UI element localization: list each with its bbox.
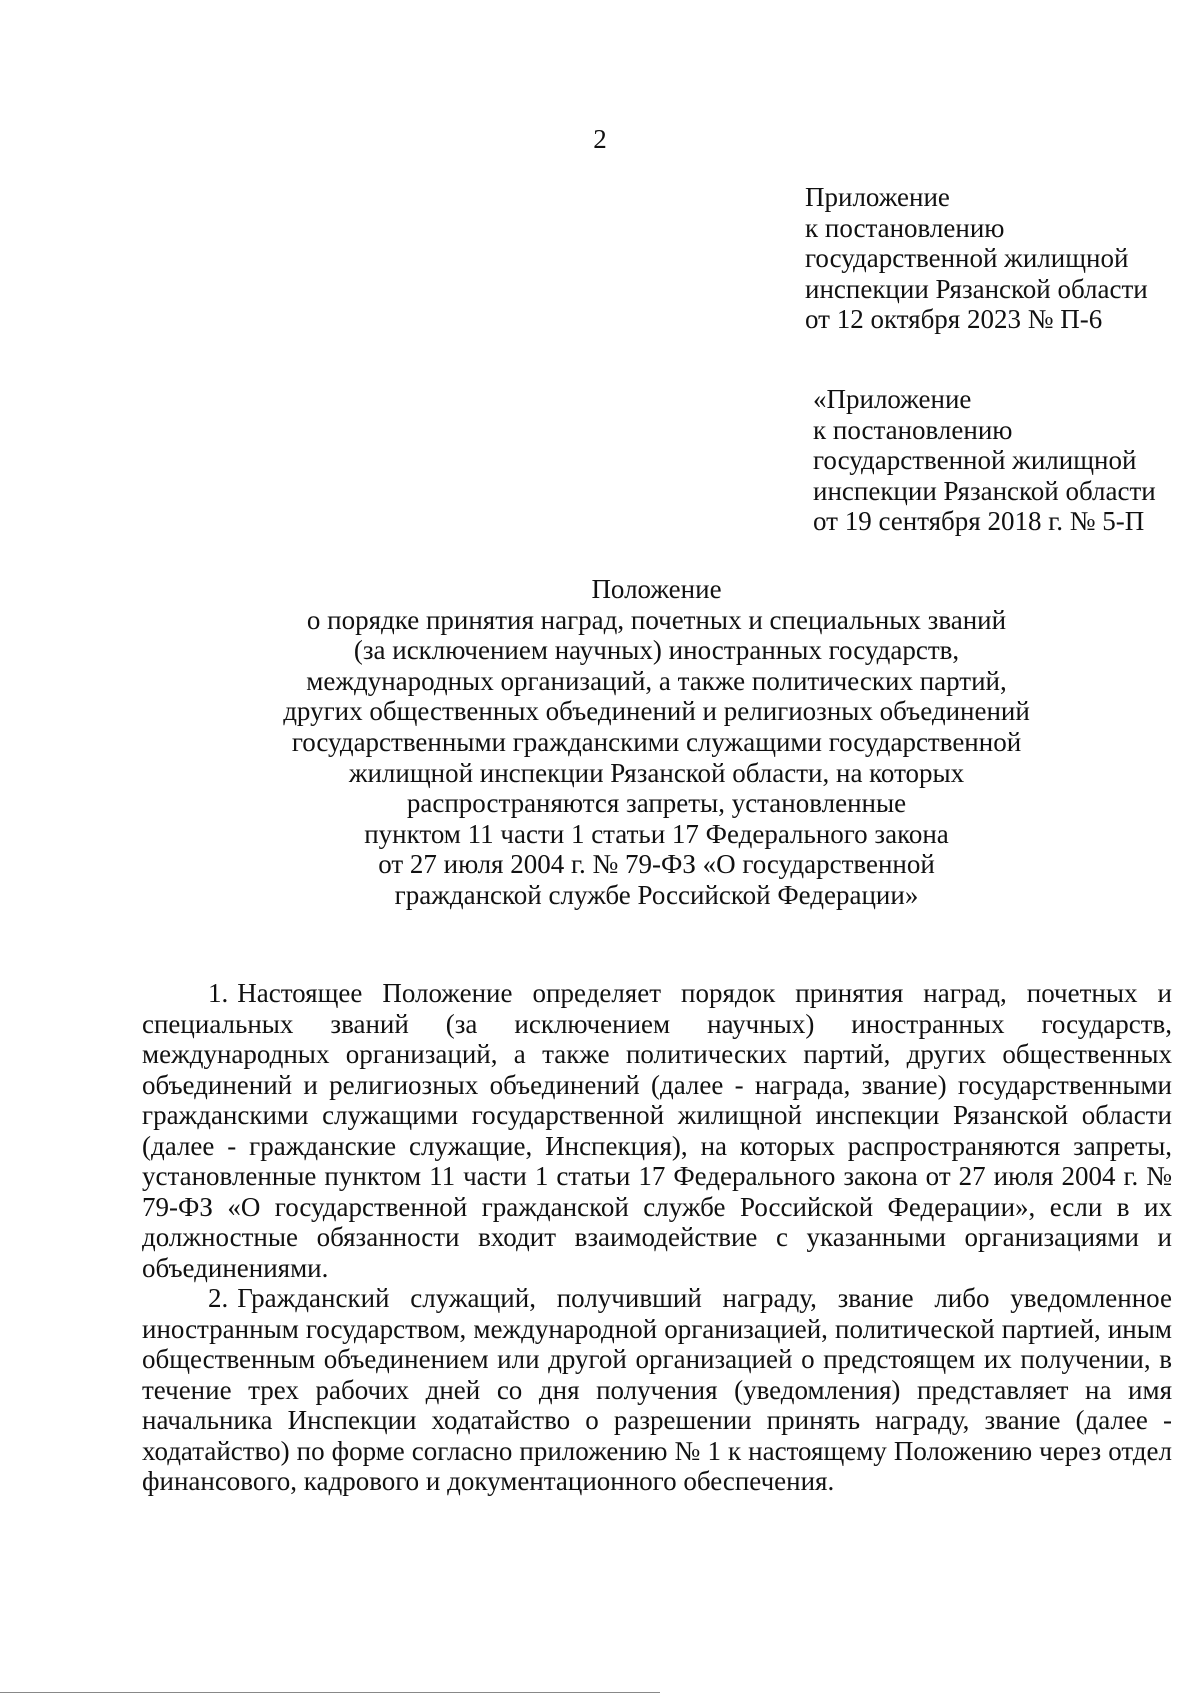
appendix-heading-original: [813, 384, 1156, 537]
title-line: жилищной инспекции Рязанской области, на которых: [348, 757, 965, 788]
title-line: других общественных объединений и религиозных объединений: [283, 696, 1030, 727]
title-line: государственными гражданскими служащими государственной: [291, 726, 1022, 757]
paragraph-text: Настоящее Положение определяет порядок принятия наград, почетных и специальных званий (за исключением научных) иностранных государств, международных организаций, а также политических партий, других общественных объединений и религиозных объединений (далее - награда, звание) государственными гражданскими служащими государственной жилищной инспекции Рязанской области (далее - гражданские служащие, Инспекция), на которых распространяются запреты, установленные пунктом 11 части 1 статьи 17 Федерального закона от 27 июля 2004 г. № 79-ФЗ «О государственной гражданской службе Российской Федерации», если в их должностные обязанности входит взаимодействие с указанными организациями и объединениями.: [142, 978, 1172, 1283]
appendix-line: от 12 октября 2023 № П-6: [805, 304, 1103, 334]
appendix-line: «Приложение: [813, 384, 972, 414]
appendix-line: инспекции Рязанской области: [805, 273, 1148, 304]
paragraph-text: Гражданский служащий, получивший награду, звание либо уведомленное иностранным государством, международной организацией, политической партией, иным общественным объединением или другой организацией о предстоящем их получении, в течение трех рабочих дней со дня получения (уведомления) представляет на имя начальника Инспекции ходатайство о разрешении принять награду, звание (далее - ходатайство) по форме согласно приложению № 1 к настоящему Положению через отдел финансового, кадрового и документационного обеспечения.: [142, 1283, 1172, 1496]
appendix-line: к постановлению: [805, 212, 1005, 243]
appendix-line: государственной жилищной: [813, 445, 1137, 475]
paragraph-number: 2.: [208, 1283, 229, 1313]
appendix-line: инспекции Рязанской области: [813, 475, 1156, 506]
paragraph-2: [142, 1283, 1172, 1497]
title-line: пунктом 11 части 1 статьи 17 Федерального закона: [364, 818, 949, 849]
title-line: (за исключением научных) иностранных государств,: [353, 635, 960, 666]
title-line: Положение: [591, 574, 722, 604]
title-line: гражданской службе Российской Федерации»: [394, 879, 919, 910]
document-title: [140, 574, 1173, 911]
document-body: [142, 978, 1172, 1497]
title-line: о порядке принятия наград, почетных и специальных званий: [306, 604, 1007, 635]
title-line: от 27 июля 2004 г. № 79-ФЗ «О государственной: [378, 849, 935, 880]
appendix-heading-current: [805, 182, 1148, 335]
paragraph-number: 1.: [208, 978, 229, 1008]
appendix-line: от 19 сентября 2018 г. № 5-П: [813, 506, 1145, 536]
title-line: распространяются запреты, установленные: [406, 788, 907, 819]
appendix-line: государственной жилищной: [805, 243, 1129, 273]
appendix-line: к постановлению: [813, 414, 1013, 445]
scan-edge-line: [0, 1692, 660, 1693]
page-number: 2: [593, 124, 607, 154]
title-line: международных организаций, а также политических партий,: [306, 665, 1007, 696]
paragraph-1: [142, 978, 1172, 1283]
appendix-line: Приложение: [805, 182, 950, 212]
